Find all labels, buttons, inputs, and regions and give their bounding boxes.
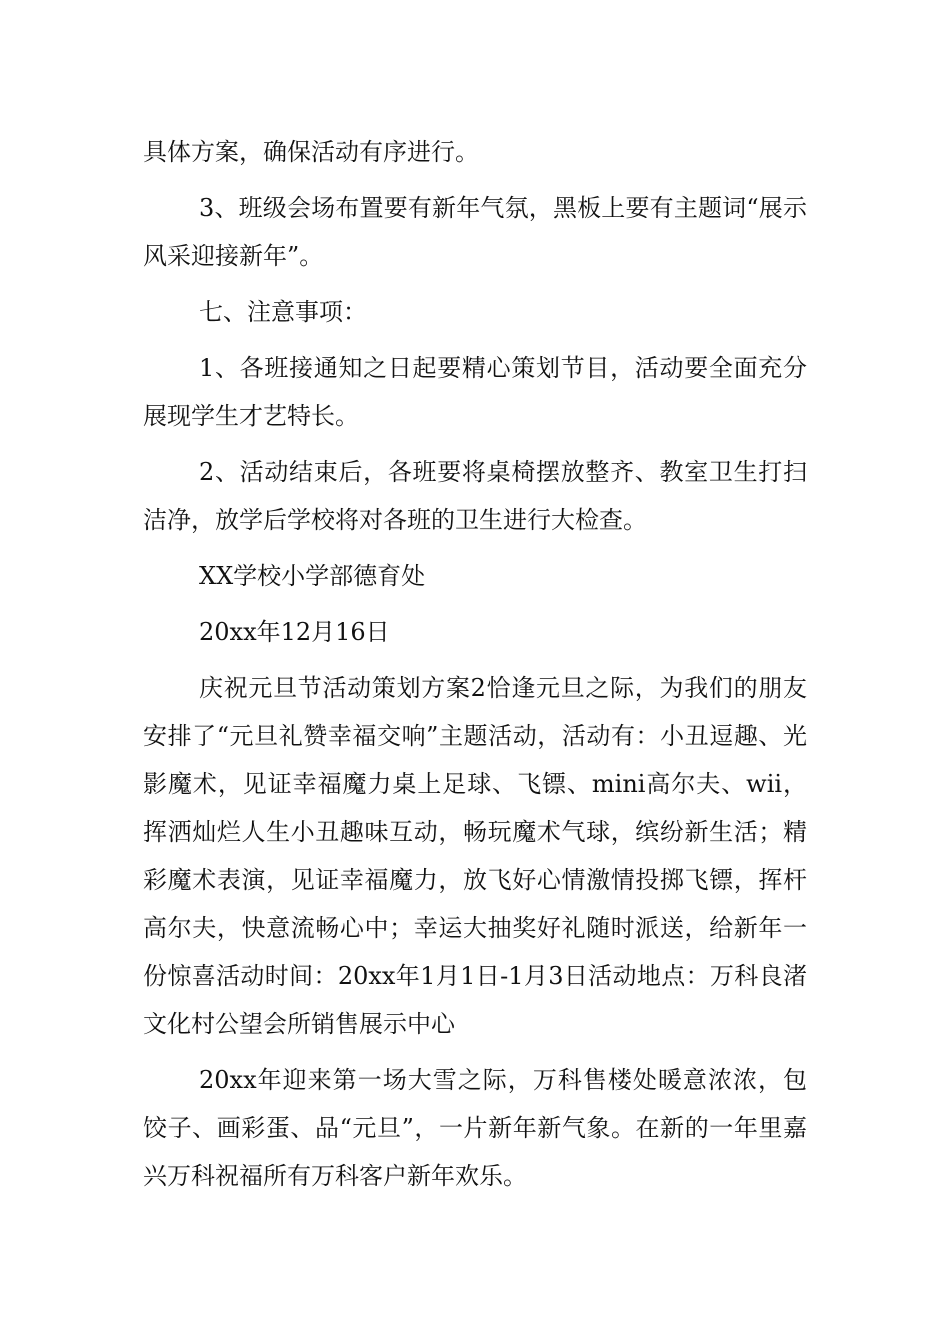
paragraph-2: 3、班级会场布置要有新年气氛，黑板上要有主题词“展示风采迎接新年”。	[143, 194, 807, 270]
paragraph-4: 1、各班接通知之日起要精心策划节目，活动要全面充分展现学生才艺特长。	[143, 354, 807, 430]
section-heading-notes: 七、注意事项：	[199, 298, 367, 326]
paragraph-1: 具体方案，确保活动有序进行。	[143, 138, 479, 166]
signature-date: 20xx年12月16日	[199, 618, 390, 646]
paragraph-8: 庆祝元旦节活动策划方案2恰逢元旦之际，为我们的朋友安排了“元旦礼赞幸福交响”主题活动，活动有：小丑逗趣、光影魔术，见证幸福魔力桌上足球、飞镖、mini高尔夫、wii，挥洒灿烂人生小丑趣味互动，畅玩魔术气球，缤纷新生活；精彩魔术表演，见证幸福魔力，放飞好心情激情投掷飞镖，挥杆高尔夫，快意流畅心中；幸运大抽奖好礼随时派送，给新年一份惊喜活动时间：20xx年1月1日-1月3日活动地点：万科良渚文化村公望会所销售展示中心	[143, 674, 807, 1038]
signature-organization: XX学校小学部德育处	[199, 562, 426, 590]
paragraph-5: 2、活动结束后，各班要将桌椅摆放整齐、教室卫生打扫洁净，放学后学校将对各班的卫生进行大检查。	[143, 458, 807, 534]
document-body	[143, 128, 807, 1208]
paragraph-9: 20xx年迎来第一场大雪之际，万科售楼处暖意浓浓，包饺子、画彩蛋、品“元旦”，一片新年新气象。在新的一年里嘉兴万科祝福所有万科客户新年欢乐。	[143, 1066, 807, 1190]
